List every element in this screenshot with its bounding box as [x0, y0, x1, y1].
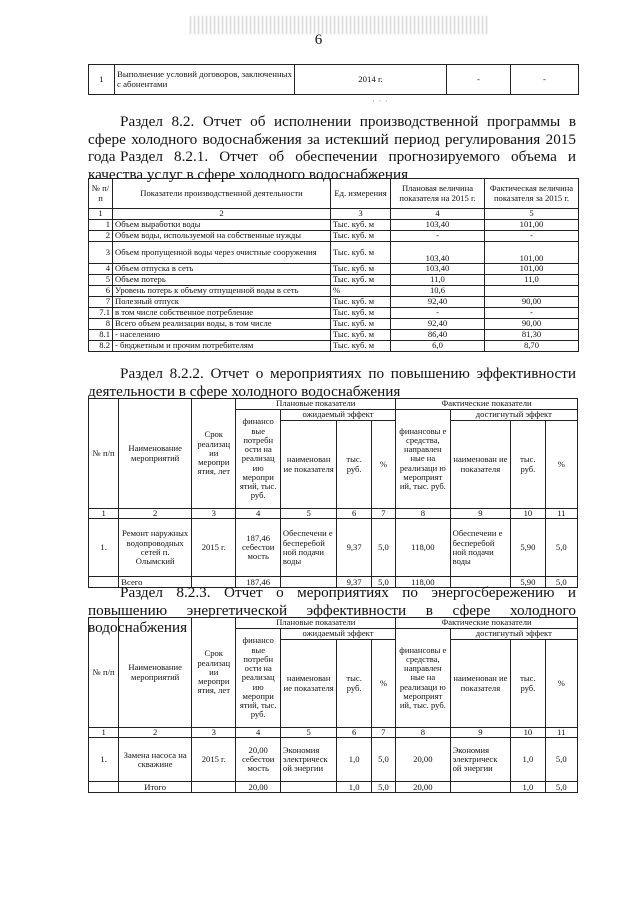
row-number: 6	[89, 286, 113, 297]
row-number: 1.	[89, 738, 119, 782]
col-index: 11	[545, 728, 577, 738]
col-index: 8	[396, 509, 451, 519]
col-index: 4	[391, 209, 485, 220]
col-name-header: Наименование мероприятий	[119, 618, 192, 728]
col-index: 6	[337, 509, 371, 519]
row-plan: -	[391, 231, 485, 242]
table-row	[89, 231, 579, 242]
planned-effect-pct: 5,0	[371, 519, 395, 577]
planned-finance: 20,00 себестои мость	[236, 738, 280, 782]
row-plan: 92,40	[391, 319, 485, 330]
actual-group-header: Фактические показатели	[396, 399, 578, 410]
total-row	[89, 782, 578, 793]
actual-effect-rub: 1,0	[511, 738, 545, 782]
total-planned-rub: 9,37	[337, 577, 371, 588]
col-index: 7	[371, 509, 395, 519]
row-fact: -	[485, 308, 579, 319]
row-unit: Тыс. куб. м	[331, 264, 391, 275]
col-index: 5	[485, 209, 579, 220]
col-fin-means-header: финансовы е средства, направлен ные на реализаци ю мероприят ий, тыс. руб.	[396, 629, 451, 728]
expected-effect-header: ожидаемый эффект	[280, 629, 395, 640]
row-number: 1	[89, 220, 113, 231]
row-fact: 101,00	[485, 220, 579, 231]
actual-effect-name: Обеспечени е бесперебой ной подачи воды	[450, 519, 511, 577]
col-index: 4	[236, 509, 280, 519]
row-unit: Тыс. куб. м	[331, 220, 391, 231]
table-row	[89, 65, 579, 95]
measure-name: Замена насоса на скважине	[119, 738, 192, 782]
table-row	[89, 297, 579, 308]
expected-effect-header: ожидаемый эффект	[280, 410, 395, 421]
row-indicator: - населению	[113, 330, 331, 341]
production-table	[88, 178, 579, 352]
col-fact-header: Фактическая величина показателя за 2015 г.	[485, 179, 579, 209]
row-plan: -	[447, 65, 511, 95]
total-planned-finance: 20,00	[236, 782, 280, 793]
col-indicator-header: Показатели производственной деятельности	[113, 179, 331, 209]
col-index: 11	[545, 509, 577, 519]
table-row	[89, 330, 579, 341]
actual-finance: 118,00	[396, 519, 451, 577]
row-plan: 103,40	[391, 242, 485, 264]
col-rub-header: тыс. руб.	[337, 421, 371, 509]
planned-effect-pct: 5,0	[371, 738, 395, 782]
row-indicator: Уровень потерь к объему отпущенной воды в сеть	[113, 286, 331, 297]
col-fin-need-header: финансо вые потребн ости на реализац ию меропри ятий, тыс. руб.	[236, 410, 280, 509]
section-8-2-2-heading: Раздел 8.2.2. Отчет о мероприятиях по повышению эффективности деятельности в сфере холодного водоснабжения	[88, 365, 576, 400]
planned-effect-name: Экономия электрическ ой энергии	[280, 738, 337, 782]
table-row	[89, 286, 579, 297]
table-row	[89, 264, 579, 275]
actual-effect-rub: 5,90	[511, 519, 545, 577]
column-index-row	[89, 209, 579, 220]
energy-saving-table	[88, 617, 578, 793]
table-row	[89, 738, 578, 782]
col-index: 3	[331, 209, 391, 220]
table-row	[89, 319, 579, 330]
planned-effect-rub: 9,37	[337, 519, 371, 577]
planned-finance: 187,46 себестои мость	[236, 519, 280, 577]
achieved-effect-header: достигнутый эффект	[450, 410, 577, 421]
col-num-header: № п/п	[89, 179, 113, 209]
planned-effect-name: Обеспечени е бесперебой ной подачи воды	[280, 519, 337, 577]
actual-effect-pct: 5,0	[545, 738, 577, 782]
row-indicator: Объем отпуска в сеть	[113, 264, 331, 275]
row-fact: 101,00	[485, 264, 579, 275]
col-index: 1	[89, 209, 113, 220]
planned-group-header: Плановые показатели	[236, 399, 396, 410]
col-index: 5	[280, 509, 337, 519]
row-fact	[485, 286, 579, 297]
col-index: 10	[511, 728, 545, 738]
row-plan: 10,6	[391, 286, 485, 297]
col-index: 10	[511, 509, 545, 519]
section-8-2-1-heading: Раздел 8.2.1. Отчет об обеспечении прогнозируемого объема и качества услуг в сфере холодного водоснабжения	[88, 148, 576, 183]
row-number: 8.1	[89, 330, 113, 341]
col-index: 8	[396, 728, 451, 738]
total-actual-rub: 1,0	[511, 782, 545, 793]
table-row	[89, 519, 578, 577]
row-plan: 6,0	[391, 341, 485, 352]
col-index: 3	[192, 509, 236, 519]
row-indicator: в том числе собственное потребление	[113, 308, 331, 319]
col-index: 4	[236, 728, 280, 738]
empty-cell	[89, 782, 119, 793]
col-index: 9	[450, 728, 511, 738]
column-index-row	[89, 509, 578, 519]
table-row	[89, 220, 579, 231]
actual-effect-name: Экономия электрическ ой энергии	[450, 738, 511, 782]
row-fact: -	[511, 65, 579, 95]
table-header-row	[89, 399, 578, 410]
col-index: 6	[337, 728, 371, 738]
total-actual-finance: 20,00	[396, 782, 451, 793]
row-number: 1	[89, 65, 115, 95]
row-number: 8.2	[89, 341, 113, 352]
col-rub-header: тыс. руб.	[511, 421, 545, 509]
col-pct-header: %	[371, 421, 395, 509]
measure-term: 2015 г.	[192, 738, 236, 782]
total-actual-rub: 5,90	[511, 577, 545, 588]
row-unit: Тыс. куб. м	[331, 275, 391, 286]
col-num-header: № п/п	[89, 399, 119, 509]
row-plan: 103,40	[391, 220, 485, 231]
col-index: 2	[119, 728, 192, 738]
col-name-header: Наименование мероприятий	[119, 399, 192, 509]
col-fin-need-header: финансо вые потребн ости на реализац ию меропри ятий, тыс. руб.	[236, 629, 280, 728]
col-ind-name-header: наименован ие показателя	[280, 421, 337, 509]
row-unit: Тыс. куб. м	[331, 319, 391, 330]
col-index: 2	[113, 209, 331, 220]
section-8-2-3-heading: Раздел 8.2.3. Отчет о мероприятиях по энергосбережению и повышению энергетической эффективности в сфере холодного водоснабжения	[88, 584, 576, 636]
table-row	[89, 341, 579, 352]
row-indicator: Объем пропущенной воды через очистные сооружения	[113, 242, 331, 264]
row-unit: Тыс. куб. м	[331, 341, 391, 352]
col-pct-header: %	[545, 421, 577, 509]
total-label: Итого	[119, 782, 192, 793]
total-actual-pct: 5,0	[545, 577, 577, 588]
row-fact: -	[485, 231, 579, 242]
row-unit: Тыс. куб. м	[331, 242, 391, 264]
table-header-row	[89, 179, 579, 209]
col-pct-header: %	[371, 640, 395, 728]
table-row	[89, 308, 579, 319]
row-year: 2014 г.	[295, 65, 447, 95]
actual-group-header: Фактические показатели	[396, 618, 578, 629]
section-8-2-heading: Раздел 8.2. Отчет об исполнении производственной программы в сфере холодного водоснабжения за истекший период регулирования 2015 года	[88, 113, 576, 165]
row-plan: 11,0	[391, 275, 485, 286]
efficiency-measures-table	[88, 398, 578, 588]
col-index: 1	[89, 728, 119, 738]
row-plan: 86,40	[391, 330, 485, 341]
row-fact: 8,70	[485, 341, 579, 352]
col-index: 7	[371, 728, 395, 738]
row-unit: Тыс. куб. м	[331, 231, 391, 242]
row-number: 7	[89, 297, 113, 308]
row-indicator: Полезный отпуск	[113, 297, 331, 308]
table-header-row	[89, 618, 578, 629]
col-ind-name-header: наименован ие показателя	[450, 421, 511, 509]
row-indicator: Объем потерь	[113, 275, 331, 286]
total-planned-pct: 5,0	[371, 577, 395, 588]
empty-cell	[192, 782, 236, 793]
total-planned-finance: 187,46	[236, 577, 280, 588]
column-index-row	[89, 728, 578, 738]
actual-finance: 20,00	[396, 738, 451, 782]
row-fact: 90,00	[485, 297, 579, 308]
row-number: 7.1	[89, 308, 113, 319]
row-unit: Тыс. куб. м	[331, 330, 391, 341]
row-fact: 90,00	[485, 319, 579, 330]
planned-group-header: Плановые показатели	[236, 618, 396, 629]
col-ind-name-header: наименован ие показателя	[450, 640, 511, 728]
col-num-header: № п/п	[89, 618, 119, 728]
col-index: 5	[280, 728, 337, 738]
row-name: Выполнение условий договоров, заключенных с абонентами	[115, 65, 295, 95]
row-number: 2	[89, 231, 113, 242]
row-number: 1.	[89, 519, 119, 577]
empty-cell	[280, 782, 337, 793]
empty-cell	[450, 782, 511, 793]
page-number: 6	[314, 32, 323, 48]
row-number: 4	[89, 264, 113, 275]
row-unit: Тыс. куб. м	[331, 308, 391, 319]
row-indicator: Всего объем реализации воды, в том числе	[113, 319, 331, 330]
total-actual-finance: 118,00	[396, 577, 451, 588]
row-number: 3	[89, 242, 113, 264]
col-ind-name-header: наименован ие показателя	[280, 640, 337, 728]
row-plan: 92,40	[391, 297, 485, 308]
col-plan-header: Плановая величина показателя на 2015 г.	[391, 179, 485, 209]
col-term-header: Срок реализац ии меропри ятия, лет	[192, 618, 236, 728]
actual-effect-pct: 5,0	[545, 519, 577, 577]
col-unit-header: Ед. измерения	[331, 179, 391, 209]
planned-effect-rub: 1,0	[337, 738, 371, 782]
col-rub-header: тыс. руб.	[511, 640, 545, 728]
col-index: 9	[450, 509, 511, 519]
col-rub-header: тыс. руб.	[337, 640, 371, 728]
col-pct-header: %	[545, 640, 577, 728]
row-fact: 101,00	[485, 242, 579, 264]
row-unit: %	[331, 286, 391, 297]
row-indicator: - бюджетным и прочим потребителям	[113, 341, 331, 352]
col-index: 2	[119, 509, 192, 519]
row-number: 8	[89, 319, 113, 330]
measure-term: 2015 г.	[192, 519, 236, 577]
measure-name: Ремонт наружных водопроводных сетей п. Олымский	[119, 519, 192, 577]
col-term-header: Срок реализац ии меропри ятия, лет	[192, 399, 236, 509]
col-index: 3	[192, 728, 236, 738]
row-plan: 103,40	[391, 264, 485, 275]
scan-dots: · · ·	[372, 97, 389, 106]
row-indicator: Объем выработки воды	[113, 220, 331, 231]
row-plan: -	[391, 308, 485, 319]
total-actual-pct: 5,0	[545, 782, 577, 793]
row-fact: 81,30	[485, 330, 579, 341]
col-index: 1	[89, 509, 119, 519]
col-fin-means-header: финансовы е средства, направлен ные на реализаци ю мероприят ий, тыс. руб.	[396, 410, 451, 509]
table-row	[89, 275, 579, 286]
total-planned-pct: 5,0	[371, 782, 395, 793]
row-number: 5	[89, 275, 113, 286]
top-table	[88, 64, 579, 95]
total-planned-rub: 1,0	[337, 782, 371, 793]
achieved-effect-header: достигнутый эффект	[450, 629, 577, 640]
row-unit: Тыс. куб. м	[331, 297, 391, 308]
total-label: Всего	[119, 577, 192, 588]
row-indicator: Объем воды, используемой на собственные нужды	[113, 231, 331, 242]
table-row	[89, 242, 579, 264]
row-fact: 11,0	[485, 275, 579, 286]
